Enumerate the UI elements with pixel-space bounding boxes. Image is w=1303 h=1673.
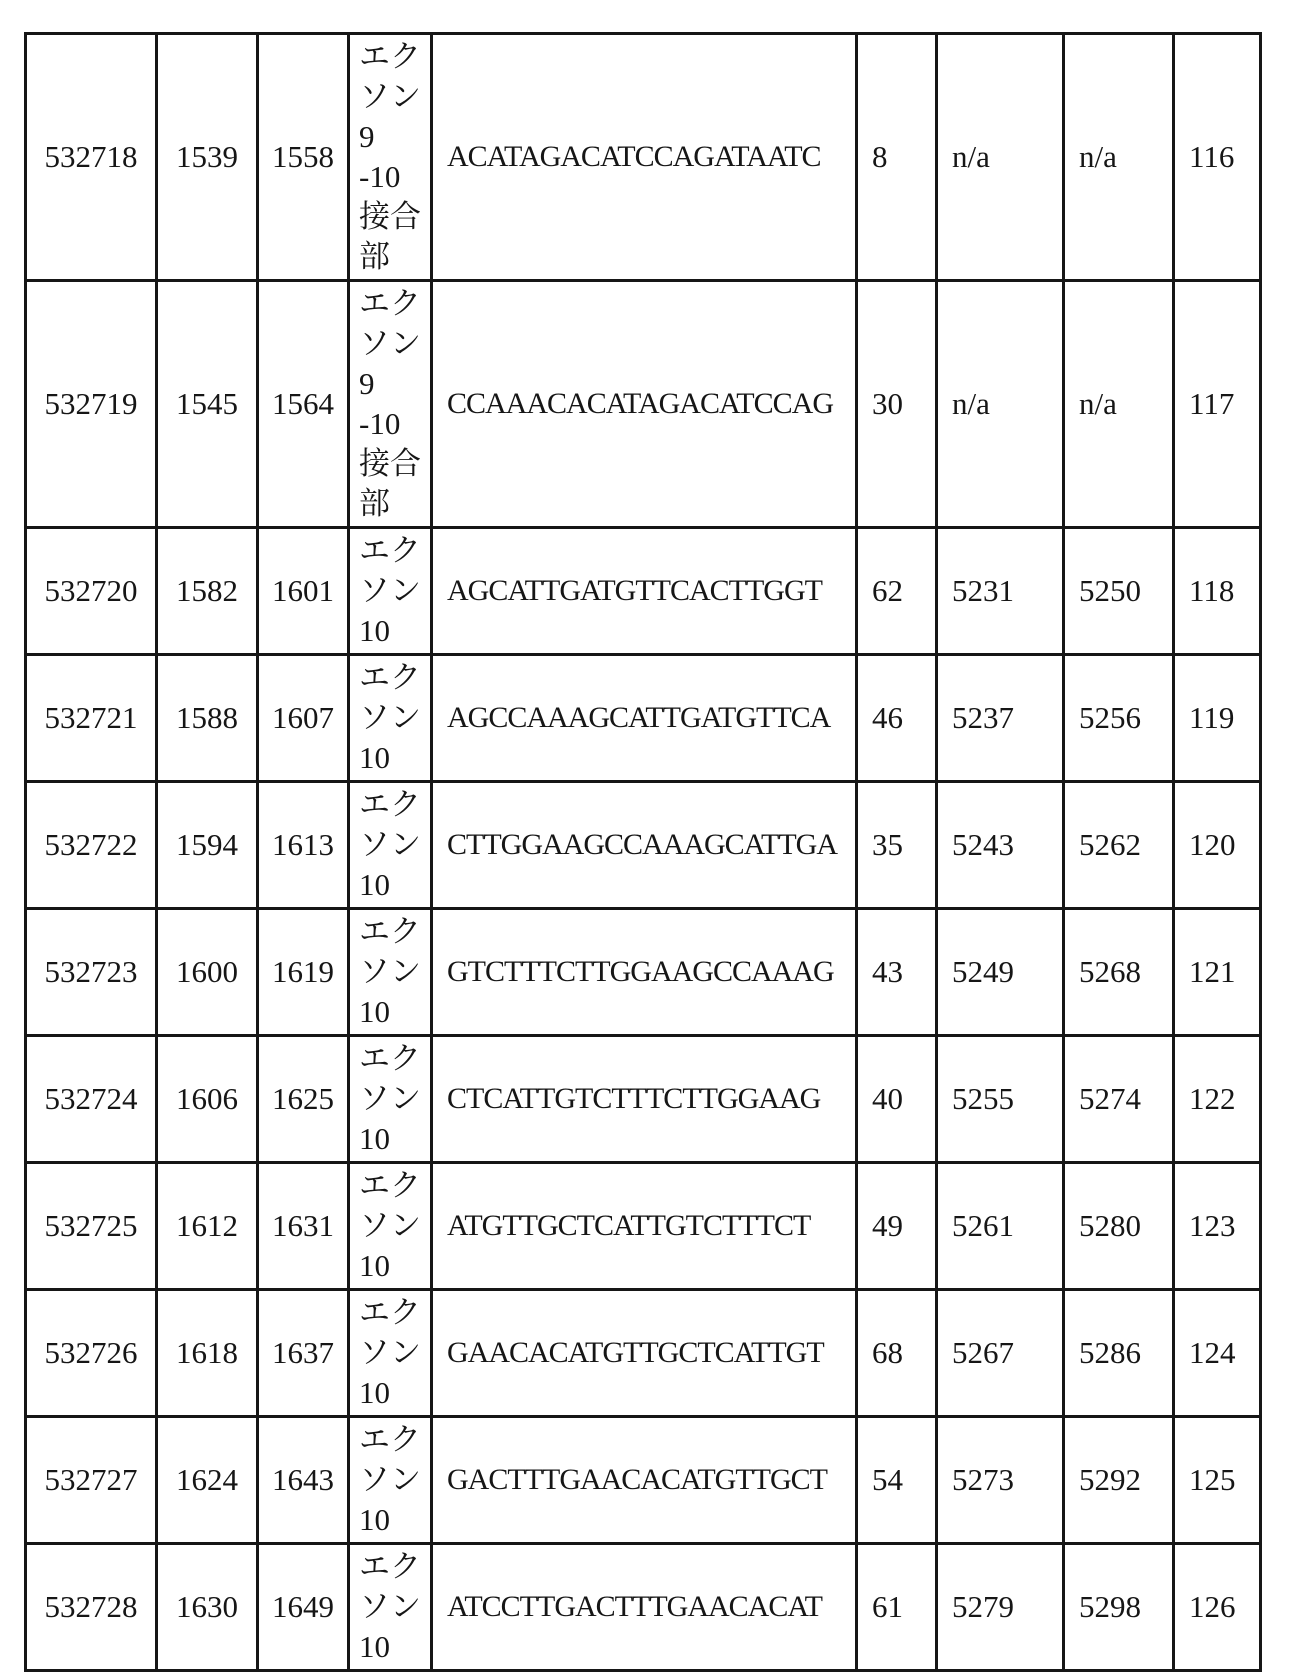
- table-cell: 1618: [157, 1290, 258, 1417]
- table-row: [26, 34, 1261, 281]
- oligonucleotide-sequence-table: [24, 32, 1262, 1672]
- table-cell: 1643: [258, 1417, 349, 1544]
- table-cell: 5261: [937, 1163, 1064, 1290]
- table-cell: 1637: [258, 1290, 349, 1417]
- table-cell: 124: [1174, 1290, 1261, 1417]
- table-cell: 1630: [157, 1544, 258, 1671]
- table-cell: n/a: [1064, 281, 1174, 528]
- table-cell: エク ソン 10: [349, 782, 432, 909]
- table-cell: 1649: [258, 1544, 349, 1671]
- table-cell: 1624: [157, 1417, 258, 1544]
- table-cell: 5273: [937, 1417, 1064, 1544]
- table-cell: 532721: [26, 655, 157, 782]
- table-cell: 1612: [157, 1163, 258, 1290]
- table-cell: n/a: [1064, 34, 1174, 281]
- table-cell: 1613: [258, 782, 349, 909]
- table-cell: 532728: [26, 1544, 157, 1671]
- table-cell: 8: [857, 34, 937, 281]
- table-cell: 5279: [937, 1544, 1064, 1671]
- table-cell: AGCCAAAGCATTGATGTTCA: [432, 655, 857, 782]
- table-cell: 5231: [937, 528, 1064, 655]
- table-cell: 5250: [1064, 528, 1174, 655]
- table-cell: ACATAGACATCCAGATAATC: [432, 34, 857, 281]
- table-cell: 49: [857, 1163, 937, 1290]
- table-cell: 532726: [26, 1290, 157, 1417]
- table-cell: n/a: [937, 34, 1064, 281]
- table-cell: 126: [1174, 1544, 1261, 1671]
- table-row: [26, 1417, 1261, 1544]
- table-cell: エク ソン 10: [349, 655, 432, 782]
- table-cell: 5274: [1064, 1036, 1174, 1163]
- table-cell: CCAAACACATAGACATCCAG: [432, 281, 857, 528]
- table-cell: 532722: [26, 782, 157, 909]
- table-row: [26, 655, 1261, 782]
- table-cell: 532727: [26, 1417, 157, 1544]
- table-cell: 532719: [26, 281, 157, 528]
- table-cell: 5237: [937, 655, 1064, 782]
- table-cell: 5256: [1064, 655, 1174, 782]
- table-cell: エク ソン 10: [349, 1544, 432, 1671]
- table-cell: 1606: [157, 1036, 258, 1163]
- table-row: [26, 1290, 1261, 1417]
- table-cell: エク ソン 10: [349, 1290, 432, 1417]
- table-cell: 1564: [258, 281, 349, 528]
- table-cell: エク ソン 10: [349, 1163, 432, 1290]
- table-cell: ATCCTTGACTTTGAACACAT: [432, 1544, 857, 1671]
- table-cell: n/a: [937, 281, 1064, 528]
- table-cell: エク ソン 9 -10 接合 部: [349, 34, 432, 281]
- table-cell: 121: [1174, 909, 1261, 1036]
- table-cell: 5255: [937, 1036, 1064, 1163]
- table-cell: 40: [857, 1036, 937, 1163]
- table-row: [26, 1544, 1261, 1671]
- table-cell: CTTGGAAGCCAAAGCATTGA: [432, 782, 857, 909]
- table-cell: 5298: [1064, 1544, 1174, 1671]
- table-body: [26, 34, 1261, 1671]
- table-cell: エク ソン 9 -10 接合 部: [349, 281, 432, 528]
- table-cell: エク ソン 10: [349, 1417, 432, 1544]
- table-row: [26, 281, 1261, 528]
- table-cell: 61: [857, 1544, 937, 1671]
- table-cell: 5262: [1064, 782, 1174, 909]
- table-cell: 1600: [157, 909, 258, 1036]
- table-cell: 1558: [258, 34, 349, 281]
- table-cell: エク ソン 10: [349, 528, 432, 655]
- table-cell: GAACACATGTTGCTCATTGT: [432, 1290, 857, 1417]
- table-row: [26, 1163, 1261, 1290]
- table-row: [26, 1036, 1261, 1163]
- table-cell: ATGTTGCTCATTGTCTTTCT: [432, 1163, 857, 1290]
- table-cell: 5249: [937, 909, 1064, 1036]
- table-cell: 532724: [26, 1036, 157, 1163]
- table-cell: 123: [1174, 1163, 1261, 1290]
- table-row: [26, 528, 1261, 655]
- table-cell: 1601: [258, 528, 349, 655]
- table-cell: 118: [1174, 528, 1261, 655]
- table-cell: エク ソン 10: [349, 909, 432, 1036]
- table-cell: 120: [1174, 782, 1261, 909]
- table-cell: 1588: [157, 655, 258, 782]
- table-cell: 5267: [937, 1290, 1064, 1417]
- table-cell: 1619: [258, 909, 349, 1036]
- table-cell: 5280: [1064, 1163, 1174, 1290]
- table-cell: 62: [857, 528, 937, 655]
- table-cell: 1545: [157, 281, 258, 528]
- table-cell: 122: [1174, 1036, 1261, 1163]
- table-cell: エク ソン 10: [349, 1036, 432, 1163]
- table-cell: 5243: [937, 782, 1064, 909]
- table-cell: 117: [1174, 281, 1261, 528]
- table-row: [26, 909, 1261, 1036]
- table-cell: 43: [857, 909, 937, 1036]
- table-cell: 1582: [157, 528, 258, 655]
- table-cell: 1594: [157, 782, 258, 909]
- table-cell: 119: [1174, 655, 1261, 782]
- table-cell: 1539: [157, 34, 258, 281]
- table-cell: 116: [1174, 34, 1261, 281]
- table-cell: 1625: [258, 1036, 349, 1163]
- table-cell: 1631: [258, 1163, 349, 1290]
- table-cell: 125: [1174, 1417, 1261, 1544]
- table-cell: GACTTTGAACACATGTTGCT: [432, 1417, 857, 1544]
- table-cell: GTCTTTCTTGGAAGCCAAAG: [432, 909, 857, 1036]
- table-cell: CTCATTGTCTTTCTTGGAAG: [432, 1036, 857, 1163]
- table-cell: 35: [857, 782, 937, 909]
- table-cell: 532718: [26, 34, 157, 281]
- table-cell: 1607: [258, 655, 349, 782]
- table-cell: 5268: [1064, 909, 1174, 1036]
- table-cell: 54: [857, 1417, 937, 1544]
- table-cell: 68: [857, 1290, 937, 1417]
- table-cell: 532725: [26, 1163, 157, 1290]
- table-row: [26, 782, 1261, 909]
- table-cell: 532723: [26, 909, 157, 1036]
- table-cell: 46: [857, 655, 937, 782]
- table-cell: AGCATTGATGTTCACTTGGT: [432, 528, 857, 655]
- table-cell: 532720: [26, 528, 157, 655]
- table-cell: 5286: [1064, 1290, 1174, 1417]
- table-cell: 30: [857, 281, 937, 528]
- table-cell: 5292: [1064, 1417, 1174, 1544]
